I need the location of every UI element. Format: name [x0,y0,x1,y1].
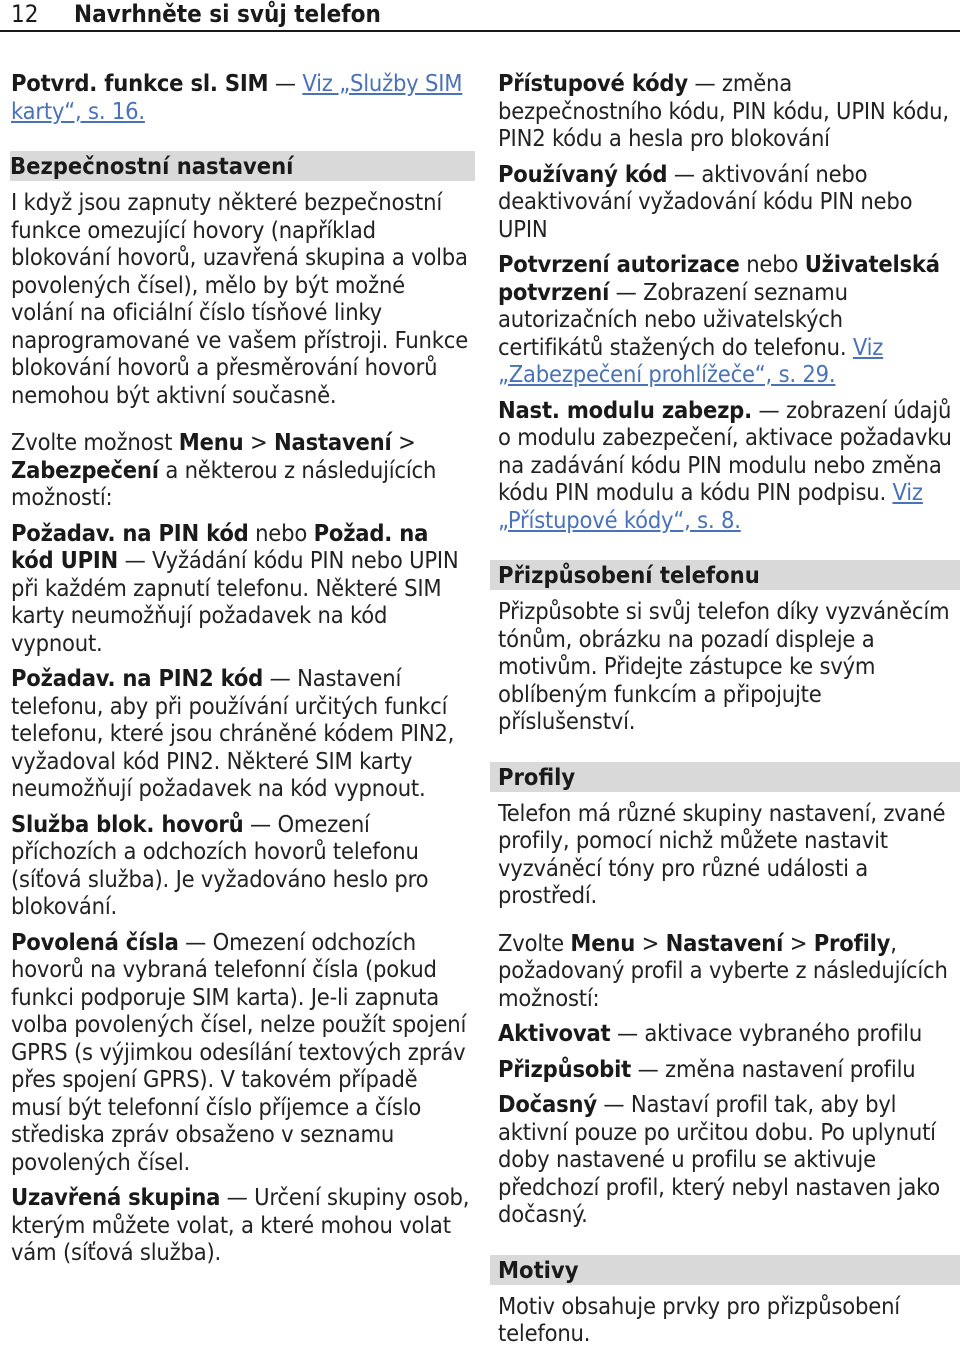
option-authority-certs: Potvrzení autorizace nebo Uživatelská potvrzení — Zobrazení seznamu autorizačních nebo uživatelských certifikátů stažených do telefonu. Viz „Zabezpečení prohlížeče“, s. 29. [498,250,940,388]
option-term: Povolená čísla [11,927,179,956]
page-header [0,0,960,32]
security-intro: I když jsou zapnuty některé bezpečnostní funkce omezující hovory (například blokování hovorů, uzavřená skupina a volba povolených čísel), mělo by být možné volání na oficiální číslo tísňové linky naprogramované ve vašem přístroji. Funkce blokování hovorů a přesměrování hovorů nemohou být aktivní současně. [11,188,469,409]
option-closed-user-group: Uzavřená skupina — Určení skupiny osob, kterým můžete volat, a které mohou volat vám (síťová služba). [11,1183,470,1266]
option-fixed-dialling: Povolená čísla — Omezení odchozích hovorů na vybraná telefonní čísla (pokud funkci podporuje SIM karta). Je-li zapnuta volba povolených čísel, nelze použít spojení GPRS (s výjimkou odesílání textových zpráv přes spojení GPRS). V takovém případě musí být telefonní číslo příjemce a číslo střediska zpráv obsaženo v seznamu povolených čísel. [11,927,467,1176]
option-term: Požad. na kód UPIN [11,518,429,574]
option-term: Uživatelská potvrzení [498,250,940,306]
option-code-in-use: Používaný kód — aktivování nebo deaktivování vyžadování kódu PIN nebo UPIN [498,159,913,243]
option-term: Požadav. na PIN2 kód [11,664,264,692]
option-access-codes: Přístupové kódy — změna bezpečnostního kódu, PIN kódu, UPIN kódu, PIN2 kódu a hesla pro blokování [498,69,949,152]
option-confirm-sim: Potvrd. funkce sl. SIM — Viz „Služby SIM karty“, s. 16. [11,69,463,125]
right-column [498,70,953,1348]
page-number: 12 [11,0,39,28]
profiles-menu-path: Zvolte Menu > Nastavení > Profily, požadovaný profil a vyberte z následujících možností: [498,928,948,1012]
option-term: Používaný kód [498,159,668,188]
settings-label: Nastavení [274,428,392,456]
link-access-codes[interactable]: Viz „Přístupové kódy“, s. 8. [498,478,923,534]
menu-label: Menu [570,928,636,957]
option-term: Přístupové kódy [498,69,688,97]
profiles-text: Telefon má různé skupiny nastavení, zvané profily, pomocí nichž můžete nastavit vyzváněcí tóny pro různé události a prostředí. [498,798,946,909]
option-term: Aktivovat [498,1019,611,1047]
menu-path-instruction: Zvolte možnost Menu > Nastavení > Zabezpečení a některou z následujících možností: [11,428,437,511]
option-term: Služba blok. hovorů [11,809,244,838]
option-activate: Aktivovat — aktivace vybraného profilu [498,1019,923,1047]
chapter-title: Navrhněte si svůj telefon [74,0,381,28]
section-heading-profiles: Profily [490,762,960,792]
profiles-label: Profily [813,928,891,957]
option-term: Potvrzení autorizace [498,250,740,278]
option-pin2-request: Požadav. na PIN2 kód — Nastavení telefonu, aby při používání určitých funkcí telefonu, které jsou chráněné kódem PIN2, vyžadoval kód PIN2. Některé SIM karty neumožňují požadavek na kód vypnout. [11,664,455,802]
section-heading-themes: Motivy [490,1255,960,1285]
section-heading-personalize: Přizpůsobení telefonu [490,560,960,590]
option-security-module: Nast. modulu zabezp. — zobrazení údajů o modulu zabezpečení, aktivace požadavku na zadávání kódu PIN modulu nebo změna kódu PIN modulu a kódu PIN podpisu. Viz „Přístupové kódy“, s. 8. [498,395,952,534]
option-term: Dočasný [498,1090,597,1118]
option-term: Potvrd. funkce sl. SIM [11,69,269,97]
option-term: Přizpůsobit [498,1054,632,1083]
option-term: Uzavřená skupina [11,1183,221,1211]
left-column [11,70,473,1267]
settings-label: Nastavení [665,928,784,957]
section-heading-security: Bezpečnostní nastavení [10,151,475,181]
personalize-text: Přizpůsobte si svůj telefon díky vyzváněcím tónům, obrázku na pozadí displeje a motivům. Přidejte zástupce ke svým oblíbeným funkcím a připojujte příslušenství. [498,597,950,735]
security-label: Zabezpečení [11,455,159,484]
option-customize: Přizpůsobit — změna nastavení profilu [498,1054,916,1083]
menu-label: Menu [178,428,244,456]
option-term: Nast. modulu zabezp. [498,395,752,424]
link-sim-services[interactable]: Viz „Služby SIM karty“, s. 16. [11,69,463,125]
themes-text: Motiv obsahuje prvky pro přizpůsobení telefonu. [498,1291,900,1347]
option-term: Požadav. na PIN kód [11,518,249,547]
option-timed: Dočasný — Nastaví profil tak, aby byl aktivní pouze po určitou dobu. Po uplynutí doby nastavené u profilu se aktivuje předchozí profil, který nebyl nastaven jako dočasný. [498,1090,941,1228]
link-browser-security[interactable]: Viz „Zabezpečení prohlížeče“, s. 29. [498,332,884,388]
option-call-barring: Služba blok. hovorů — Omezení příchozích a odchozích hovorů telefonu (síťová služba). Je vyžadováno heslo pro blokování. [11,809,429,920]
option-pin-request: Požadav. na PIN kód nebo Požad. na kód UPIN — Vyžádání kódu PIN nebo UPIN při každém zapnutí telefonu. Některé SIM karty neumožňují požadavek na kód vypnout. [11,518,459,657]
